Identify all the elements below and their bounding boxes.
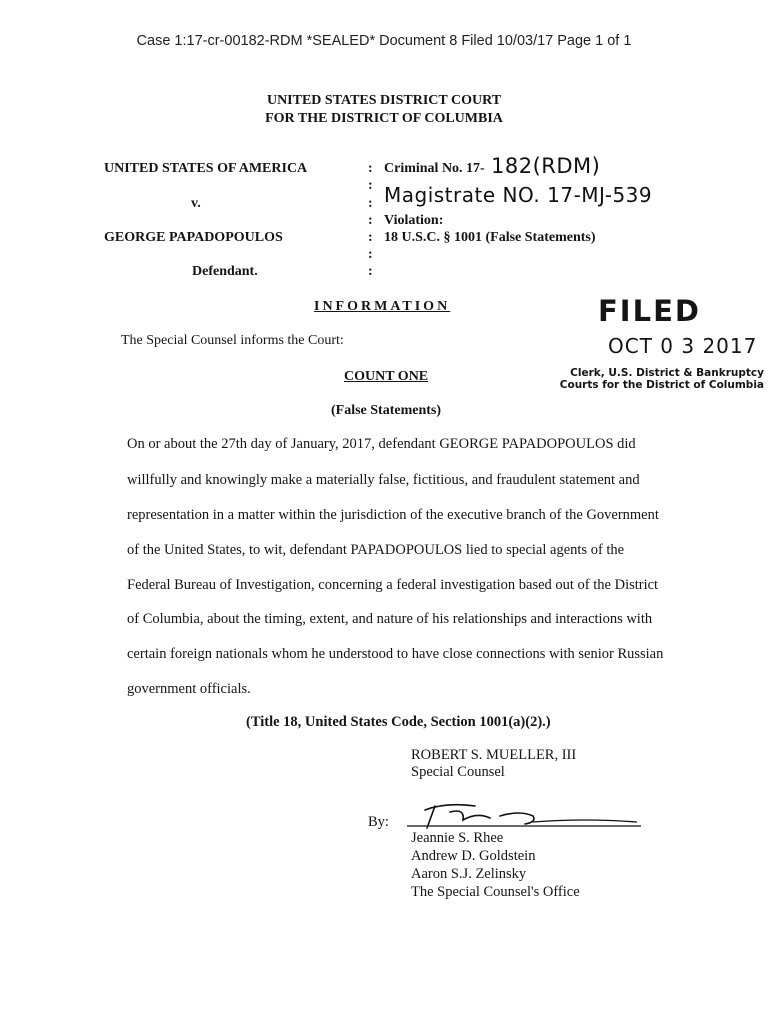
caption-colon: :	[368, 230, 373, 245]
plaintiff-name: UNITED STATES OF AMERICA	[104, 161, 308, 176]
signer-name: Aaron S.J. Zelinsky	[411, 866, 527, 882]
body-line: willfully and knowingly make a materially false, fictitious, and fraudulent statement and	[127, 472, 640, 488]
clerk-stamp	[544, 367, 764, 391]
body-line: representation in a matter within the jurisdiction of the executive branch of the Government	[127, 507, 659, 523]
body-line: Federal Bureau of Investigation, concerning a federal investigation based out of the District	[127, 577, 659, 593]
count-title: COUNT ONE	[344, 369, 429, 384]
body-line: certain foreign nationals whom he understood to have close connections with senior Russian	[127, 646, 664, 662]
court-district: FOR THE DISTRICT OF COLUMBIA	[265, 111, 503, 126]
intro-text: The Special Counsel informs the Court:	[121, 333, 344, 348]
filed-stamp-date: OCT 0 3 2017	[608, 334, 758, 358]
signer-office: The Special Counsel's Office	[411, 884, 580, 900]
document-title: INFORMATION	[314, 299, 451, 314]
clerk-stamp-line: Courts for the District of Columbia	[559, 379, 764, 391]
by-label: By:	[368, 814, 389, 830]
caption-colon: :	[368, 247, 373, 262]
magistrate-number-handwritten: Magistrate NO. 17-MJ-539	[384, 183, 653, 207]
versus-label: v.	[191, 196, 201, 211]
violation-label: Violation:	[384, 213, 444, 228]
count-subtitle: (False Statements)	[331, 403, 442, 418]
signer-name: Andrew D. Goldstein	[411, 848, 536, 864]
caption-colon: :	[368, 213, 373, 228]
body-line: of Columbia, about the timing, extent, and nature of his relationships and interactions with	[127, 611, 653, 627]
case-header: Case 1:17-cr-00182-RDM *SEALED* Document 8 Filed 10/03/17 Page 1 of 1	[136, 33, 632, 49]
body-line: On or about the 27th day of January, 2017, defendant GEORGE PAPADOPOULOS did	[127, 436, 636, 452]
statute-citation: (Title 18, United States Code, Section 1001(a)(2).)	[246, 714, 551, 730]
criminal-number-handwritten: 182(RDM)	[491, 154, 601, 178]
clerk-stamp-line: Clerk, U.S. District & Bankruptcy	[570, 367, 764, 379]
counsel-name: ROBERT S. MUELLER, III	[411, 747, 577, 763]
caption-colon: :	[368, 196, 373, 211]
signer-name: Jeannie S. Rhee	[411, 830, 504, 846]
handwritten-signature	[405, 800, 645, 832]
body-line: of the United States, to wit, defendant PAPADOPOULOS lied to special agents of the	[127, 542, 625, 558]
defendant-label: Defendant.	[192, 264, 258, 279]
court-name: UNITED STATES DISTRICT COURT	[266, 93, 502, 108]
counsel-title: Special Counsel	[411, 764, 505, 780]
defendant-name: GEORGE PAPADOPOULOS	[104, 230, 283, 245]
violation-text: 18 U.S.C. § 1001 (False Statements)	[384, 230, 596, 245]
caption-colon: :	[368, 161, 373, 176]
criminal-number-label: Criminal No. 17-	[384, 161, 485, 176]
caption-colon: :	[368, 178, 373, 193]
caption-colon: :	[368, 264, 373, 279]
body-line: government officials.	[127, 681, 251, 697]
filed-stamp: FILED	[598, 294, 701, 328]
